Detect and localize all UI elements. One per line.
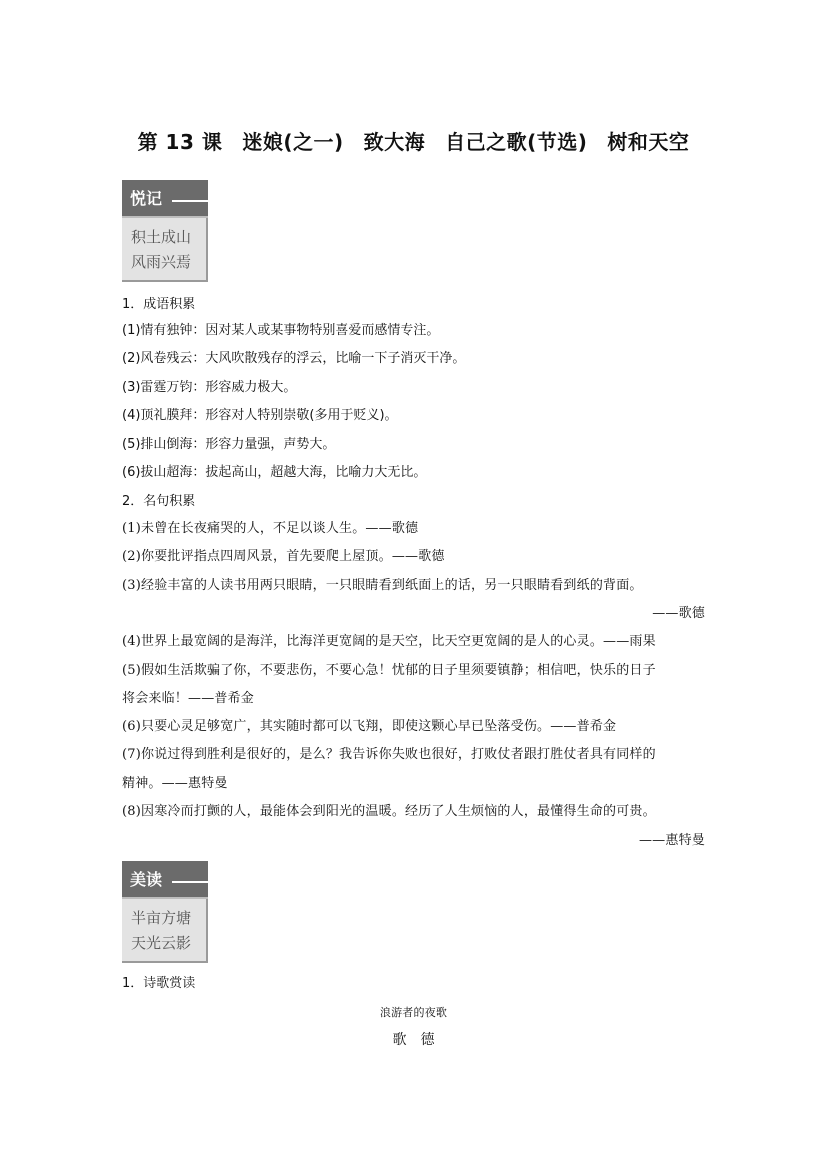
quote-item: (2)你要批评指点四周风景，首先要爬上屋顶。——歌德 bbox=[122, 549, 445, 564]
quote-item: (5)假如生活欺骗了你，不要悲伤，不要心急！忧郁的日子里须要镇静；相信吧，快乐的日子 bbox=[122, 663, 656, 678]
tag-body bbox=[122, 218, 208, 282]
tag-line: 风雨兴焉 bbox=[131, 253, 192, 271]
tag-body bbox=[122, 899, 208, 963]
tag-line: 半亩方塘 bbox=[131, 909, 192, 927]
idiom-item: (3)雷霆万钧：形容威力极大。 bbox=[122, 380, 297, 395]
quote-author: ——惠特曼 bbox=[638, 833, 705, 848]
lesson-number: 第 13 课 bbox=[137, 130, 223, 154]
title-part-4: 树和天空 bbox=[607, 130, 690, 154]
quote-item: (7)你说过得到胜利是很好的，是么？我告诉你失败也很好，打败仗者跟打胜仗者具有同样的 bbox=[122, 747, 656, 762]
poem-title: 浪游者的夜歌 bbox=[379, 1006, 448, 1019]
title-part-3: 自己之歌(节选) bbox=[445, 130, 588, 154]
idiom-item: (4)顶礼膜拜：形容对人特别崇敬(多用于贬义)。 bbox=[122, 408, 398, 423]
quote-item: (4)世界上最宽阔的是海洋，比海洋更宽阔的是天空，比天空更宽阔的是人的心灵。——雨果 bbox=[122, 634, 656, 649]
section-heading: 1．成语积累 bbox=[122, 297, 196, 312]
tag-line: 天光云影 bbox=[131, 934, 192, 952]
idiom-item: (5)排山倒海：形容力量强，声势大。 bbox=[122, 437, 336, 452]
idiom-item: (1)情有独钟：因对某人或某事物特别喜爱而感情专注。 bbox=[122, 323, 440, 338]
title-part-1: 迷娘(之一) bbox=[242, 130, 344, 154]
quote-item-continued: 将会来临！——普希金 bbox=[122, 691, 255, 706]
idiom-item: (2)风卷残云：大风吹散残存的浮云，比喻一下子消灭干净。 bbox=[122, 351, 466, 366]
tag-heading: 悦记 bbox=[122, 180, 208, 218]
page-title bbox=[0, 126, 827, 155]
quote-item: (6)只要心灵足够宽广，其实随时都可以飞翔，即使这颗心早已坠落受伤。——普希金 bbox=[122, 719, 617, 734]
section-tag-meidu bbox=[122, 861, 208, 963]
quote-item: (1)未曾在长夜痛哭的人，不足以谈人生。——歌德 bbox=[122, 521, 419, 536]
poem-author: 歌 德 bbox=[392, 1032, 435, 1048]
tag-heading: 美读 bbox=[122, 861, 208, 899]
quote-author: ——歌德 bbox=[652, 606, 705, 621]
section-heading: 2．名句积累 bbox=[122, 494, 196, 509]
idiom-item: (6)拔山超海：拔起高山，超越大海，比喻力大无比。 bbox=[122, 465, 427, 480]
tag-line: 积土成山 bbox=[131, 228, 192, 246]
section-tag-yueji bbox=[122, 180, 208, 282]
section-heading: 1．诗歌赏读 bbox=[122, 976, 196, 991]
quote-item-continued: 精神。——惠特曼 bbox=[122, 776, 228, 791]
quote-item: (3)经验丰富的人读书用两只眼睛，一只眼睛看到纸面上的话，另一只眼睛看到纸的背面。 bbox=[122, 578, 643, 593]
quote-item: (8)因寒冷而打颤的人，最能体会到阳光的温暖。经历了人生烦恼的人，最懂得生命的可贵。 bbox=[122, 804, 656, 819]
title-part-2: 致大海 bbox=[363, 130, 426, 154]
